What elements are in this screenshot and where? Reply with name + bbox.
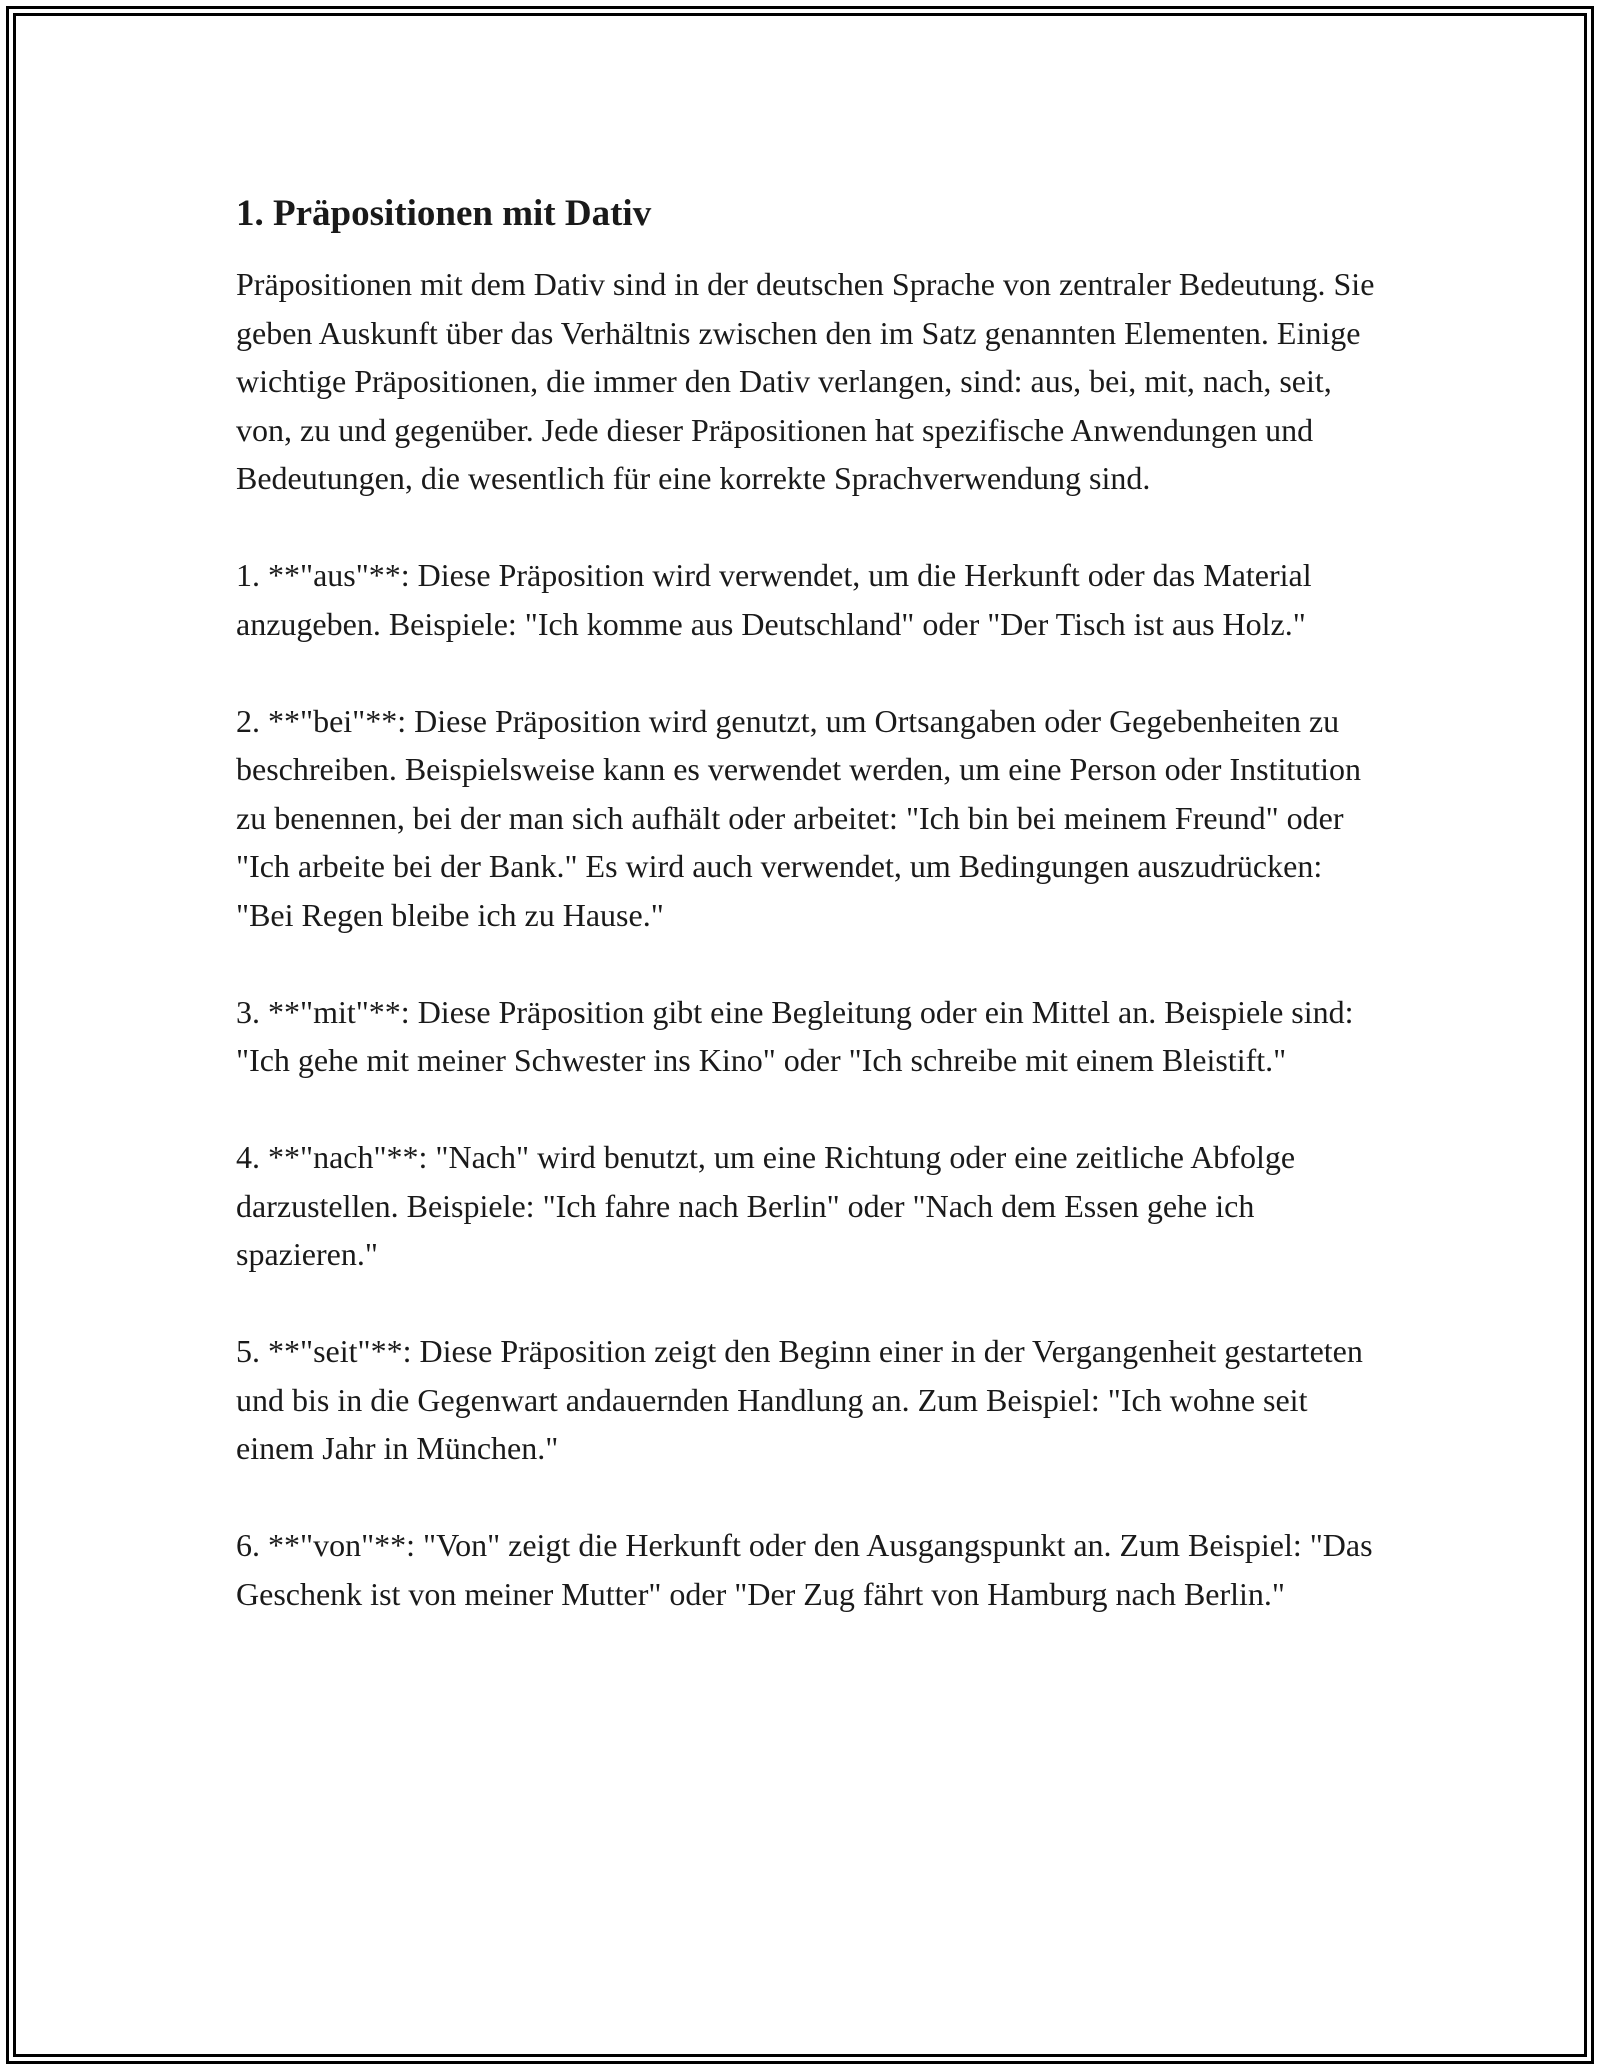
item-mit: 3. **"mit"**: Diese Präposition gibt eine Begleitung oder ein Mittel an. Beispiele sind: "Ich gehe mit meiner Schwester ins Kino" oder "Ich schreibe mit einem Bleistift." [236, 993, 1354, 1078]
section-heading: 1. Präpositionen mit Dativ [236, 193, 652, 234]
item-aus: 1. **"aus"**: Diese Präposition wird verwendet, um die Herkunft oder das Material anzugeben. Beispiele: "Ich komme aus Deutschland" oder "Der Tisch ist aus Holz." [236, 557, 1312, 642]
document-body [236, 188, 1376, 1667]
item-seit: 5. **"seit"**: Diese Präposition zeigt den Beginn einer in der Vergangenheit gestarteten und bis in die Gegenwart andauernden Handlung an. Zum Beispiel: "Ich wohne seit einem Jahr in München." [236, 1333, 1363, 1466]
item-nach: 4. **"nach"**: "Nach" wird benutzt, um eine Richtung oder eine zeitliche Abfolge darzustellen. Beispiele: "Ich fahre nach Berlin" oder "Nach dem Essen gehe ich spazieren." [236, 1139, 1296, 1272]
item-bei: 2. **"bei"**: Diese Präposition wird genutzt, um Ortsangaben oder Gegebenheiten zu beschreiben. Beispielsweise kann es verwendet werden, um eine Person oder Institution zu benennen, bei der man sich aufhält oder arbeitet: "Ich bin bei meinem Freund" oder "Ich arbeite bei der Bank." Es wird auch verwendet, um Bedingungen auszudrücken: "Bei Regen bleibe ich zu Hause." [236, 702, 1362, 933]
intro-paragraph: Präpositionen mit dem Dativ sind in der deutschen Sprache von zentraler Bedeutung. Sie geben Auskunft über das Verhältnis zwischen den im Satz genannten Elementen. Einige wichtige Präpositionen, die immer den Dativ verlangen, sind: aus, bei, mit, nach, seit, von, zu und gegenüber. Jede dieser Präpositionen hat spezifische Anwendungen und Bedeutungen, die wesentlich für eine korrekte Sprachverwendung sind. [236, 266, 1375, 496]
item-von: 6. **"von"**: "Von" zeigt die Herkunft oder den Ausgangspunkt an. Zum Beispiel: "Das Geschenk ist von meiner Mutter" oder "Der Zug fährt von Hamburg nach Berlin." [236, 1527, 1373, 1612]
